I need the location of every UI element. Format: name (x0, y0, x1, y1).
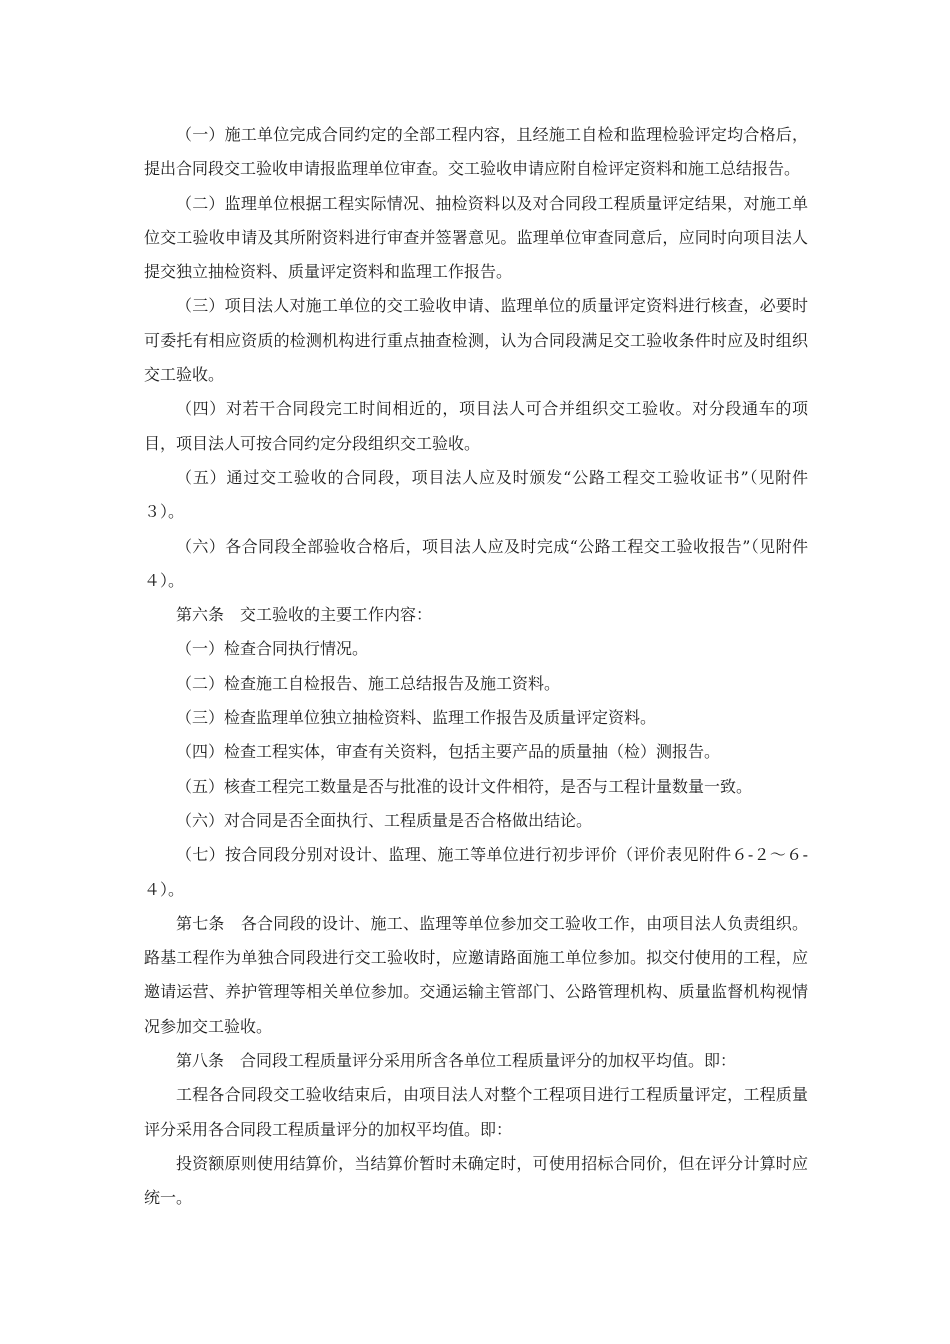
article-7: 第七条 各合同段的设计、施工、监理等单位参加交工验收工作，由项目法人负责组织。路基工程作为单独合同段进行交工验收时，应邀请路面施工单位参加。拟交付使用的工程，应邀请运营、养护管理等相关单位参加。交通运输主管部门、公路管理机构、质量监督机构视情况参加交工验收。 (144, 913, 808, 1036)
list-item-6: （六）对合同是否全面执行、工程质量是否合格做出结论。 (176, 810, 593, 830)
document-body (144, 118, 808, 1216)
article-8: 第八条 合同段工程质量评分采用所含各单位工程质量评分的加权平均值。即： (176, 1051, 737, 1071)
paragraph-5: （五）通过交工验收的合同段，项目法人应及时颁发“公路工程交工验收证书”（见附件３）。 (144, 467, 808, 522)
paragraph-6: （六）各合同段全部验收合格后，项目法人应及时完成“公路工程交工验收报告”（见附件４）。 (144, 536, 808, 590)
list-item-3: （三）检查监理单位独立抽检资料、监理工作报告及质量评定资料。 (176, 708, 657, 728)
list-item-4: （四）检查工程实体，审查有关资料，包括主要产品的质量抽（检）测报告。 (176, 742, 721, 762)
paragraph-investment: 投资额原则使用结算价，当结算价暂时未确定时，可使用招标合同价，但在评分计算时应统一。 (144, 1153, 808, 1208)
list-item-1: （一）检查合同执行情况。 (176, 639, 369, 659)
paragraph-project-score: 工程各合同段交工验收结束后，由项目法人对整个工程项目进行工程质量评定，工程质量评分采用各合同段工程质量评分的加权平均值。即： (144, 1085, 808, 1139)
list-item-7: （七）按合同段分别对设计、监理、施工等单位进行初步评价（评价表见附件６-２～６-４）。 (144, 845, 808, 899)
paragraph-4: （四）对若干合同段完工时间相近的，项目法人可合并组织交工验收。对分段通车的项目，项目法人可按合同约定分段组织交工验收。 (144, 399, 808, 453)
list-item-5: （五）核查工程完工数量是否与批准的设计文件相符，是否与工程计量数量一致。 (176, 776, 753, 796)
paragraph-1: （一）施工单位完成合同约定的全部工程内容，且经施工自检和监理检验评定均合格后，提出合同段交工验收申请报监理单位审查。交工验收申请应附自检评定资料和施工总结报告。 (144, 125, 808, 179)
list-item-2: （二）检查施工自检报告、施工总结报告及施工资料。 (176, 673, 561, 693)
paragraph-2: （二）监理单位根据工程实际情况、抽检资料以及对合同段工程质量评定结果，对施工单位交工验收申请及其所附资料进行审查并签署意见。监理单位审查同意后，应同时向项目法人提交独立抽检资料、质量评定资料和监理工作报告。 (144, 193, 808, 282)
paragraph-3: （三）项目法人对施工单位的交工验收申请、监理单位的质量评定资料进行核查，必要时可委托有相应资质的检测机构进行重点抽查检测，认为合同段满足交工验收条件时应及时组织交工验收。 (144, 296, 808, 385)
article-6-heading: 第六条 交工验收的主要工作内容： (176, 605, 433, 625)
